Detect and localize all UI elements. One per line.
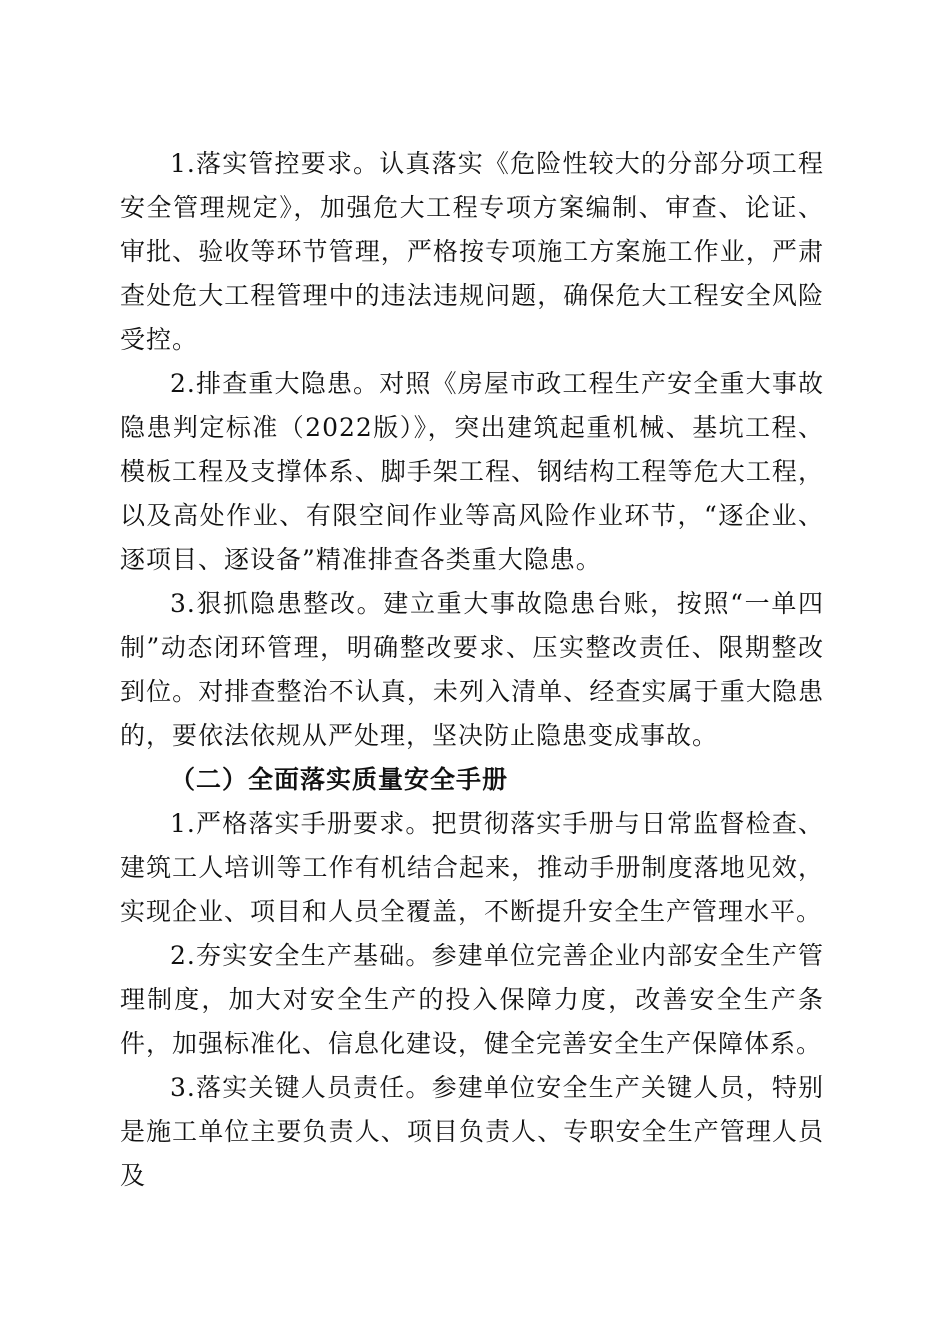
paragraph-4: 1.严格落实手册要求。把贯彻落实手册与日常监督检查、建筑工人培训等工作有机结合起来，推动手册制度落地见效，实现企业、项目和人员全覆盖，不断提升安全生产管理水平。	[120, 809, 824, 926]
paragraph-2: 2.排查重大隐患。对照《房屋市政工程生产安全重大事故隐患判定标准（2022版）》，突出建筑起重机械、基坑工程、模板工程及支撑体系、脚手架工程、钢结构工程等危大工程，以及高处作业、有限空间作业等高风险作业环节，“逐企业、逐项目、逐设备”精准排查各类重大隐患。	[120, 369, 824, 574]
paragraph-3: 3.狠抓隐患整改。建立重大事故隐患台账，按照“一单四制”动态闭环管理，明确整改要求、压实整改责任、限期整改到位。对排查整治不认真，未列入清单、经查实属于重大隐患的，要依法依规从严处理，坚决防止隐患变成事故。	[120, 589, 824, 750]
paragraph-5: 2.夯实安全生产基础。参建单位完善企业内部安全生产管理制度，加大对安全生产的投入保障力度，改善安全生产条件，加强标准化、信息化建设，健全完善安全生产保障体系。	[120, 941, 824, 1058]
document-body	[120, 142, 824, 1198]
section-heading: （二）全面落实质量安全手册	[170, 765, 509, 794]
paragraph-6: 3.落实关键人员责任。参建单位安全生产关键人员，特别是施工单位主要负责人、项目负责人、专职安全生产管理人员及	[120, 1073, 824, 1190]
paragraph-1: 1.落实管控要求。认真落实《危险性较大的分部分项工程安全管理规定》，加强危大工程专项方案编制、审查、论证、审批、验收等环节管理，严格按专项施工方案施工作业，严肃查处危大工程管理中的违法违规问题，确保危大工程安全风险受控。	[120, 149, 824, 354]
